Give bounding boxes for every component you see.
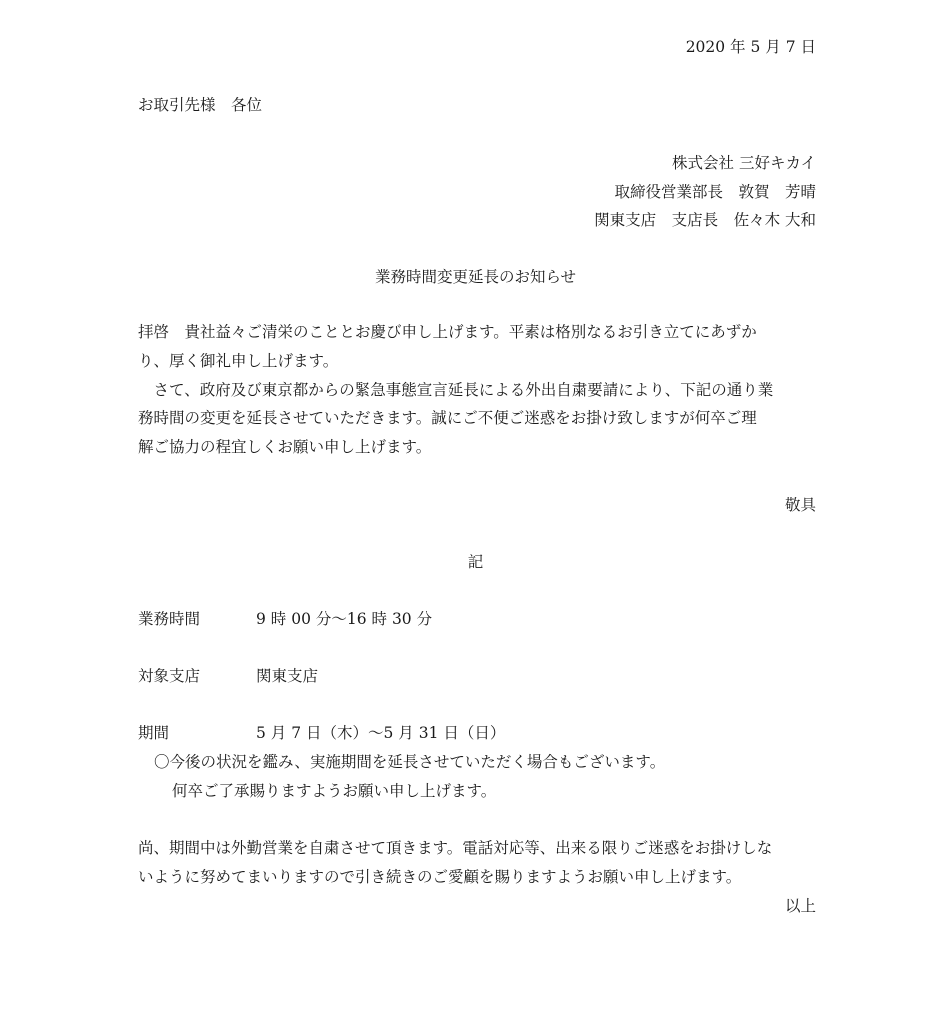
sender-branch-name: 関東支店 支店長 佐々木 大和 xyxy=(594,211,816,229)
sender-title-name: 取締役営業部長 敦賀 芳晴 xyxy=(614,183,816,201)
hours-value: 9 時 00 分～16 時 30 分 xyxy=(256,610,433,628)
recipient: お取引先様 各位 xyxy=(138,96,263,114)
body-line-5: 解ご協力の程宜しくお願い申し上げます。 xyxy=(138,438,432,456)
body-line-1: 拝啓 貴社益々ご清栄のこととお慶び申し上げます。平素は格別なるお引き立てにあずか xyxy=(138,323,757,341)
body-line-2: り、厚く御礼申し上げます。 xyxy=(138,352,339,370)
period-value: 5 月 7 日（木）～5 月 31 日（日） xyxy=(256,724,506,742)
period-note-2: 何卒ご了承賜りますようお願い申し上げます。 xyxy=(172,782,497,800)
period-note-1: 〇今後の状況を鑑み、実施期間を延長させていただく場合もございます。 xyxy=(154,753,666,771)
body-line-3: さて、政府及び東京都からの緊急事態宣言延長による外出自粛要請により、下記の通り業 xyxy=(138,381,774,399)
branch-label: 対象支店 xyxy=(138,667,201,685)
footer-line-1: 尚、期間中は外勤営業を自粛させて頂きます。電話対応等、出来る限りご迷惑をお掛けしな xyxy=(138,839,773,857)
ki-heading: 記 xyxy=(467,553,484,571)
sender-company: 株式会社 三好キカイ xyxy=(672,154,816,172)
branch-value: 関東支店 xyxy=(256,667,319,685)
closing-ijou: 以上 xyxy=(784,897,816,915)
footer-line-2: いように努めてまいりますので引き続きのご愛顧を賜りますようお願い申し上げます。 xyxy=(138,868,742,886)
closing-keigu: 敬具 xyxy=(784,496,816,514)
period-label: 期間 xyxy=(138,724,170,742)
letter-date: 2020 年 5 月 7 日 xyxy=(685,38,816,56)
body-line-4: 務時間の変更を延長させていただきます。誠にご不便ご迷惑をお掛け致しますが何卒ご理 xyxy=(138,409,757,427)
document-title: 業務時間変更延長のお知らせ xyxy=(374,268,577,286)
hours-label: 業務時間 xyxy=(138,610,201,628)
